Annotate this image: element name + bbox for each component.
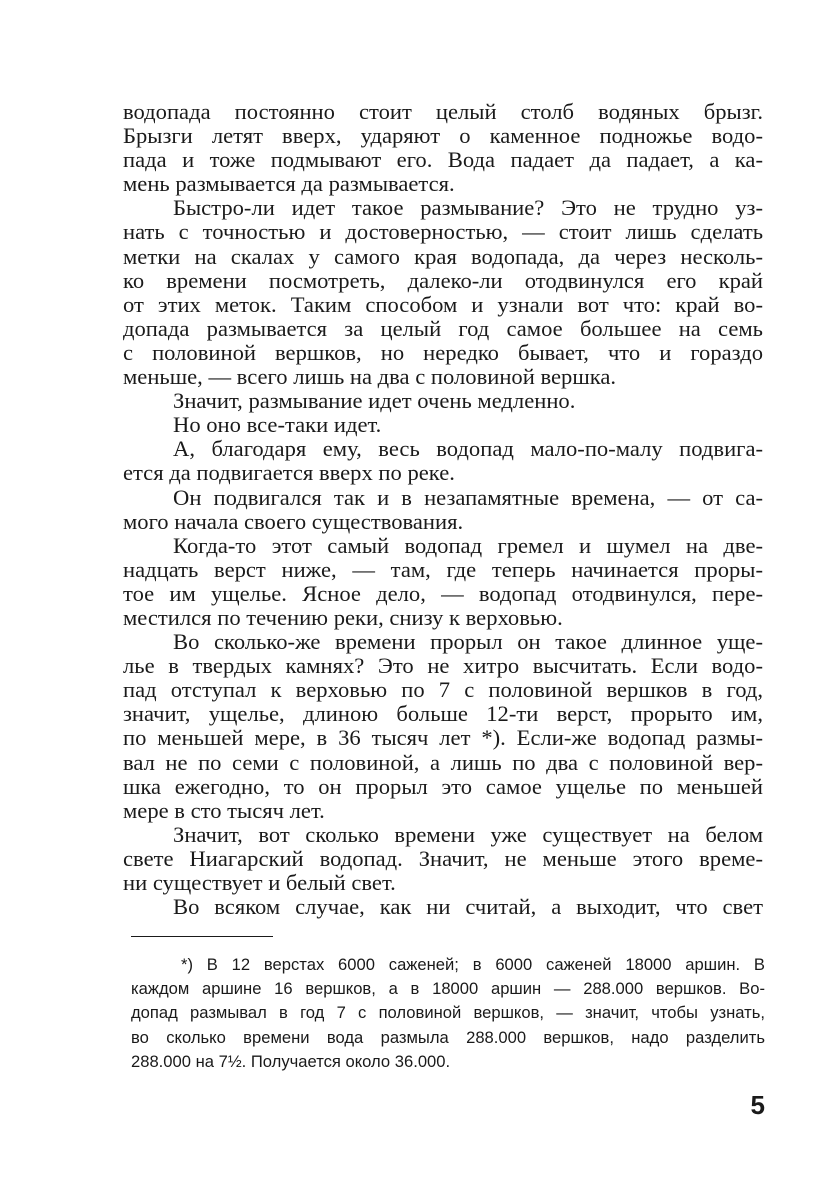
text-line: метки на скалах у самого края водопада, да через несколь- [123, 243, 763, 269]
text-line: допада размывается за целый год самое большее на семь [123, 315, 763, 341]
footnote-line: каждом аршине 16 вершков, а в 18000 аршин — 288.000 вершков. Во- [131, 979, 765, 999]
text-line: меньше, — всего лишь на два с половиной вершка. [123, 364, 617, 390]
text-line: пада и тоже подмывают его. Вода падает да падает, а ка- [123, 147, 763, 173]
text-line: шка ежегодно, то он прорыл это самое ущелье по меньшей [123, 773, 763, 799]
text-line: водопада постоянно стоит целый столб водяных брызг. [123, 99, 763, 124]
footnote-line: 288.000 на 7½. Получается около 36.000. [131, 1051, 451, 1071]
text-line: Он подвигался так и в незапамятные времена, — от са- [173, 484, 763, 510]
footnote-line: во сколько времени вода размыла 288.000 вершков, надо разделить [131, 1027, 765, 1047]
text-line: мере в сто тысяч лет. [123, 797, 325, 823]
text-line: мого начала своего существования. [123, 508, 464, 534]
footnote [131, 953, 765, 1074]
text-line: надцать верст ниже, — там, где теперь начинается проры- [123, 556, 763, 582]
text-line: А, благодаря ему, весь водопад мало-по-малу подвига- [173, 436, 763, 462]
text-line: нать с точностью и достоверностью, — стоит лишь сделать [123, 219, 763, 245]
text-line: по меньшей мере, в 36 тысяч лет *). Если-же водопад размы- [123, 725, 763, 751]
text-line: Но оно все-таки идет. [173, 412, 382, 438]
page-number: 5 [750, 1090, 765, 1120]
text-line: Когда-то этот самый водопад гремел и шумел на две- [173, 532, 763, 558]
text-line: мень размывается да размывается. [123, 171, 455, 197]
text-line: ко времени посмотреть, далеко-ли отодвинулся его край [123, 267, 763, 293]
text-line: местился по течению реки, снизу к верховью. [123, 604, 563, 630]
footnote-divider [131, 936, 273, 937]
footnote-line: *) В 12 верстах 6000 саженей; в 6000 саженей 18000 аршин. В [181, 955, 765, 974]
main-text [123, 100, 763, 919]
text-line: вал не по семи с половиной, а лишь по два с половиной вер- [123, 749, 763, 775]
text-line: ни существует и белый свет. [123, 870, 396, 895]
text-line: свете Ниагарский водопад. Значит, не меньше этого време- [123, 845, 763, 871]
text-line: Во всяком случае, как ни считай, а выходит, что свет [173, 894, 763, 920]
text-line: Быстро-ли идет такое размывание? Это не трудно уз- [173, 195, 763, 221]
text-line: тое им ущелье. Ясное дело, — водопад отодвинулся, пере- [123, 580, 763, 606]
footnote-line: допад размывал в год 7 с половиной вершков, — значит, чтобы узнать, [131, 1003, 765, 1023]
text-line: ется да подвигается вверх по реке. [123, 460, 455, 486]
text-line: Во сколько-же времени прорыл он такое длинное уще- [173, 629, 763, 655]
text-line: Значит, размывание идет очень медленно. [173, 388, 576, 414]
text-line: от этих меток. Таким способом и узнали вот что: край во- [123, 291, 763, 317]
text-line: Брызги летят вверх, ударяют о каменное подножье водо- [123, 123, 763, 149]
text-line: с половиной вершков, но нередко бывает, что и гораздо [123, 339, 763, 365]
text-line: значит, ущелье, длиною больше 12-ти верст, прорыто им, [123, 701, 763, 727]
text-line: Значит, вот сколько времени уже существует на белом [173, 821, 763, 847]
text-line: лье в твердых камнях? Это не хитро высчитать. Если водо- [123, 653, 763, 679]
text-line: пад отступал к верховью по 7 с половиной вершков в год, [123, 677, 763, 703]
